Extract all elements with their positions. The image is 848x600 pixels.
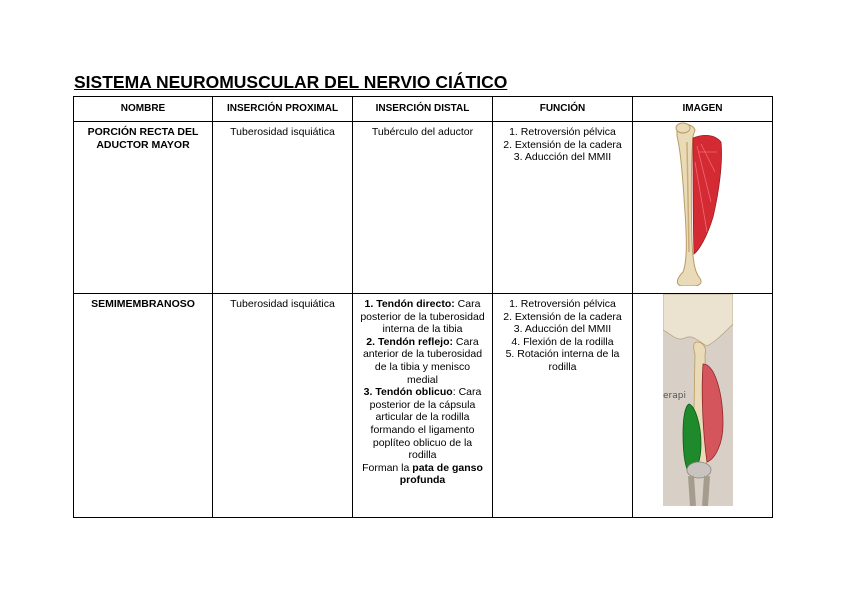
header-insercion-distal: INSERCIÓN DISTAL xyxy=(353,97,493,122)
header-funcion: FUNCIÓN xyxy=(493,97,633,122)
muscle-name: SEMIMEMBRANOSO xyxy=(74,294,213,518)
image-watermark: erapi xyxy=(663,391,686,401)
proximal-insertion: Tuberosidad isquiática xyxy=(213,294,353,518)
distal-insertion: Tubérculo del aductor xyxy=(353,122,493,294)
function-item: 3. Aducción del MMII xyxy=(513,151,612,164)
function-item: 1. Retroversión pélvica xyxy=(509,298,616,310)
table-row xyxy=(74,122,773,294)
function-item: 1. Retroversión pélvica xyxy=(509,126,616,138)
tendon-reflex-label: 2. Tendón reflejo: xyxy=(366,335,454,348)
image-cell xyxy=(633,294,773,518)
distal-insertion xyxy=(353,294,493,518)
tendon-direct-text: Cara posterior de la tuberosidad interna de la tibia xyxy=(360,298,485,336)
proximal-insertion: Tuberosidad isquiática xyxy=(213,122,353,294)
function-item: 2. Extensión de la cadera xyxy=(503,310,622,323)
function-item: 2. Extensión de la cadera xyxy=(503,138,622,151)
header-insercion-proximal: INSERCIÓN PROXIMAL xyxy=(213,97,353,122)
adductor-muscle xyxy=(693,135,722,254)
table-row xyxy=(74,294,773,518)
semimembranosus-illustration xyxy=(663,294,733,506)
tendon-oblique-label: 3. Tendón oblicuo xyxy=(363,386,453,399)
function-item: 4. Flexión de la rodilla xyxy=(511,335,614,348)
adductor-magnus-illustration xyxy=(663,122,725,286)
function-item: 3. Aducción del MMII xyxy=(513,323,612,336)
tendon-reflex-text: Cara anterior de la tuberosidad de la tibia y menisco medial xyxy=(362,335,483,386)
image-cell xyxy=(633,122,773,294)
tendon-direct-label: 1. Tendón directo: xyxy=(364,298,455,310)
muscle-name: PORCIÓN RECTA DEL ADUCTOR MAYOR xyxy=(74,122,213,294)
table-header-row xyxy=(74,97,773,122)
function-list xyxy=(493,122,633,294)
header-imagen: IMAGEN xyxy=(633,97,773,122)
header-nombre: NOMBRE xyxy=(74,97,213,122)
pes-anserinus-prefix: Forman la xyxy=(362,461,413,474)
function-list xyxy=(493,294,633,518)
function-item: 5. Rotación interna de la rodilla xyxy=(505,348,620,373)
page-title: SISTEMA NEUROMUSCULAR DEL NERVIO CIÁTICO xyxy=(74,72,508,92)
pes-anserinus-label: pata de ganso profunda xyxy=(399,461,483,487)
tendon-oblique-text: : Cara posterior de la cápsula articular de la rodilla formando el ligamento poplíteo oblicuo de la rodilla xyxy=(369,386,482,462)
muscle-table xyxy=(73,96,773,518)
